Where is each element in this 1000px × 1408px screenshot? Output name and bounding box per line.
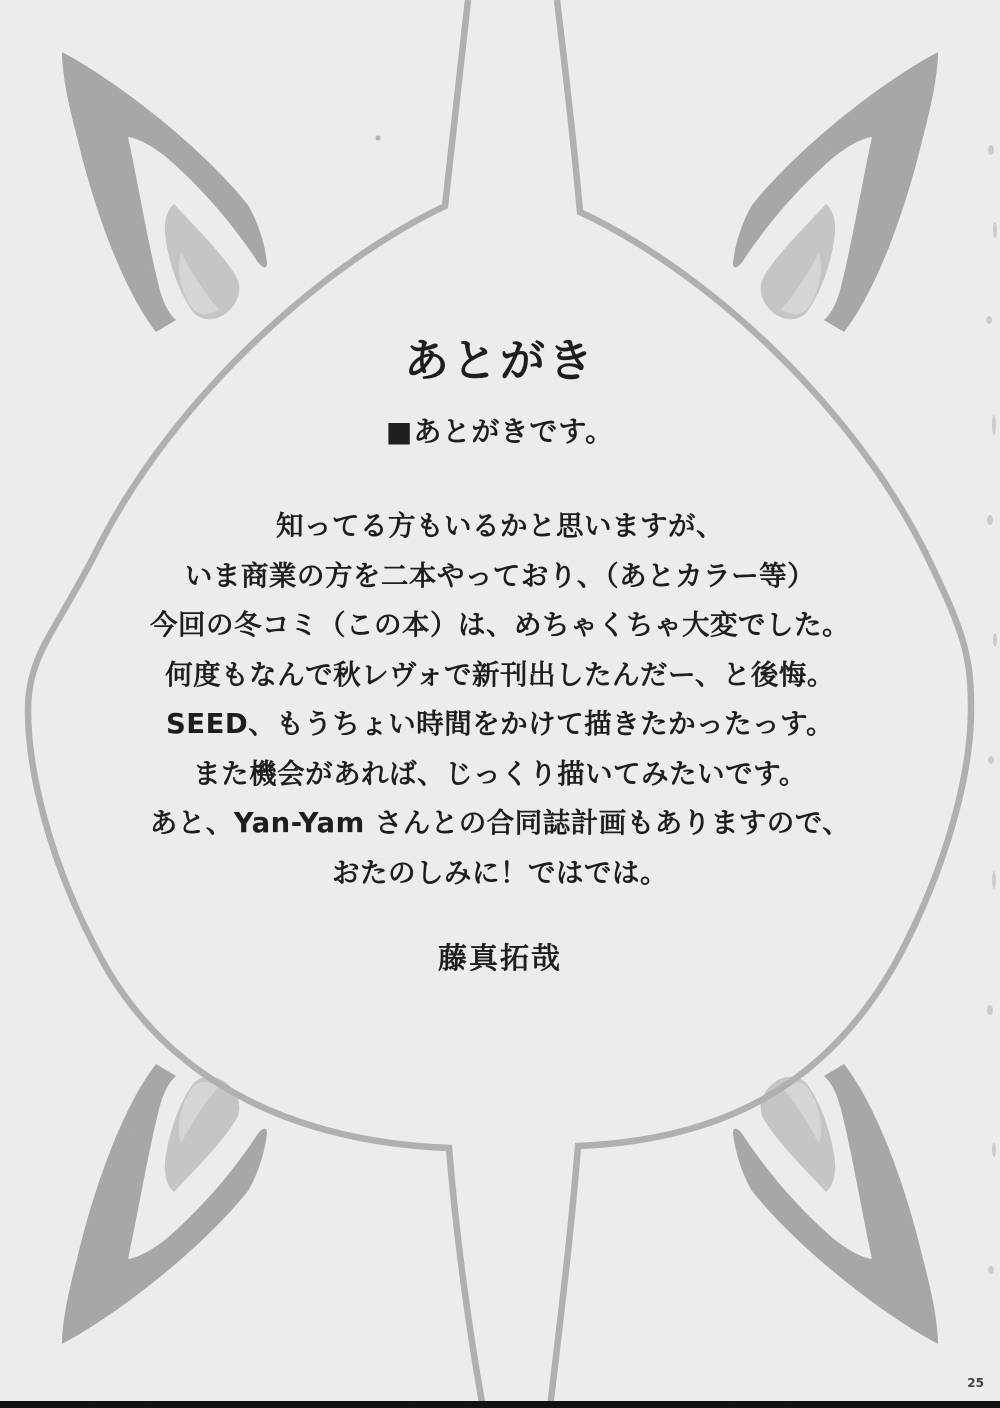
- author-signature: 藤真拓哉: [437, 941, 562, 975]
- page-subtitle: ■あとがきです。: [385, 415, 615, 448]
- afterword-body: [0, 502, 1000, 898]
- body-line: SEED、もうちょい時間をかけて描きたかったっす。: [165, 708, 834, 740]
- page-number: 25: [967, 1376, 984, 1390]
- body-line: 何度もなんで秋レヴォで新刊出したんだー、と後悔。: [165, 658, 835, 691]
- body-line: あと、Yan-Yam さんとの合同誌計画もありますので、: [149, 807, 851, 839]
- body-line: おたのしみに！ではでは。: [332, 856, 668, 889]
- body-line: また機会があれば、じっくり描いてみたいです。: [193, 757, 807, 790]
- body-line: 今回の冬コミ（この本）は、めちゃくちゃ大変でした。: [150, 609, 850, 641]
- body-line: 知ってる方もいるかと思いますが、: [276, 510, 724, 542]
- page-title: あとがき: [403, 334, 596, 387]
- body-line: いま商業の方を二本やっており、（あとカラー等）: [184, 559, 816, 592]
